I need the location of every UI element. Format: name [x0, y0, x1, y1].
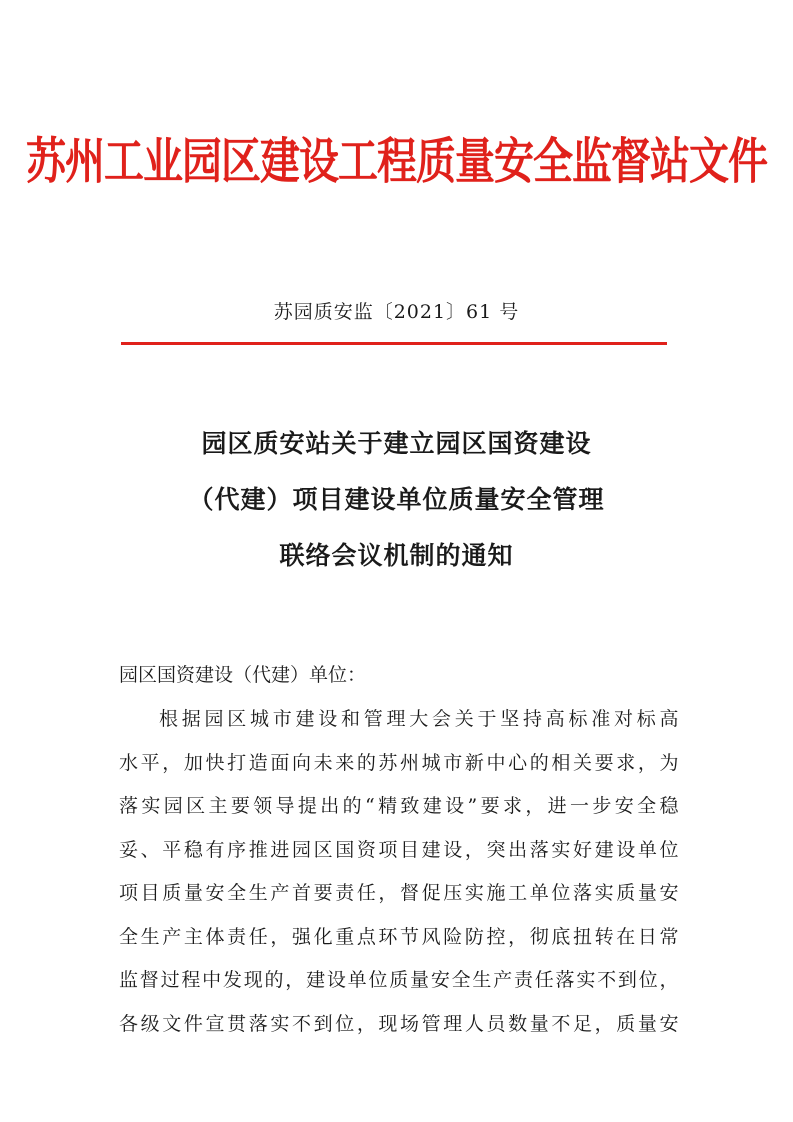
red-divider-line	[121, 342, 667, 345]
body-line: 全生产主体责任，强化重点环节风险防控，彻底扭转在日常	[119, 925, 679, 948]
title-line-1: 园区质安站关于建立园区国资建设	[201, 429, 592, 458]
body-line: 监督过程中发现的，建设单位质量安全生产责任落实不到位，	[119, 969, 679, 991]
addressee: 园区国资建设（代建）单位：	[119, 664, 367, 686]
body-line: 水平，加快打造面向未来的苏州城市新中心的相关要求，为	[119, 751, 679, 774]
body-line: 各级文件宣贯落实不到位，现场管理人员数量不足，质量安	[119, 1012, 679, 1035]
body-line: 根据园区城市建设和管理大会关于坚持高标准对标高	[159, 708, 679, 730]
body-paragraph	[119, 698, 679, 1046]
body-line: 妥、平稳有序推进园区国资项目建设，突出落实好建设单位	[119, 838, 679, 861]
document-number: 苏园质安监〔2021〕61 号	[273, 301, 520, 323]
title-line-3: 联络会议机制的通知	[279, 541, 514, 570]
body-line: 项目质量安全生产首要责任，督促压实施工单位落实质量安	[119, 882, 679, 904]
title-line-2: （代建）项目建设单位质量安全管理	[188, 485, 605, 514]
letterhead-title: 苏州工业园区建设工程质量安全监督站文件	[26, 134, 767, 191]
body-line: 落实园区主要领导提出的“精致建设”要求，进一步安全稳	[119, 795, 679, 817]
notice-title	[0, 416, 793, 584]
